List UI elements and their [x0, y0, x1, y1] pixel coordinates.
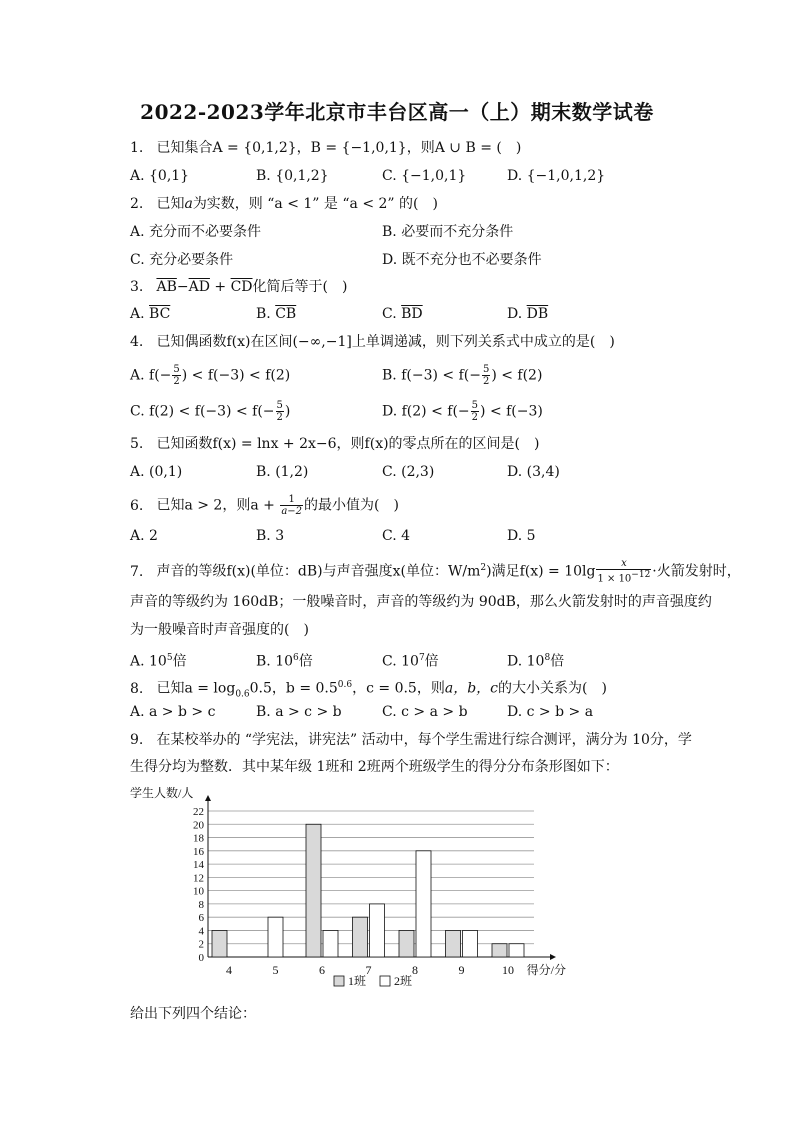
question-1	[130, 138, 521, 158]
option-text: 倍	[550, 653, 565, 670]
option-b: B. a > c > b	[256, 704, 342, 720]
question-6-options	[130, 526, 670, 546]
bar	[370, 904, 385, 957]
denominator: 2	[482, 376, 490, 387]
question-8	[130, 675, 607, 704]
bar	[446, 930, 461, 957]
option-c	[130, 400, 290, 423]
option-b	[256, 648, 313, 672]
question-number: 3.	[130, 279, 144, 295]
x-tick-label: 5	[272, 963, 279, 977]
stem-text: 化简后等于( )	[252, 279, 348, 295]
option-b: B. (1,2)	[256, 464, 309, 480]
x-tick-label: 10	[502, 963, 514, 977]
y-tick-label: 20	[193, 819, 204, 832]
option-text: D. 10	[507, 653, 545, 670]
option-d: D. c > b > a	[507, 704, 594, 720]
vector-cd: $\overline{CD}$	[230, 279, 253, 295]
stem-text: )满足f(x) = 10lg	[486, 563, 596, 580]
stem-text: ，c = 0.5，则	[352, 680, 445, 697]
numerator: 5	[276, 400, 283, 411]
option-label: B.	[256, 306, 276, 322]
fraction	[276, 400, 284, 423]
y-tick-label: 2	[198, 938, 204, 951]
question-4-options-row1	[130, 364, 670, 388]
denominator: 2	[173, 376, 180, 387]
option-label: C.	[382, 306, 402, 322]
superscript: 7	[418, 653, 425, 663]
question-7	[130, 558, 741, 584]
x-tick-label: 8	[412, 963, 418, 977]
fraction	[596, 558, 651, 584]
question-4-options-row2	[130, 400, 670, 424]
option-text: 倍	[172, 653, 187, 670]
superscript: 5	[166, 653, 173, 663]
stem-text: 声音的等级f(x)(单位：dB)与声音强度x(单位：W/m	[156, 563, 481, 580]
vector-ab: $\overline{AB}$	[156, 279, 177, 295]
page-title: 2022-2023学年北京市丰台区高一（上）期末数学试卷	[140, 100, 654, 124]
x-axis-arrow	[550, 954, 556, 960]
option-text: ) < f(2)	[491, 367, 543, 384]
legend-swatch	[380, 976, 390, 986]
option-text: 倍	[298, 653, 313, 670]
bar	[323, 930, 338, 957]
question-3-options	[130, 304, 670, 324]
option-b: B. 必要而不充分条件	[382, 224, 514, 240]
conclusions-intro: 给出下列四个结论：	[130, 1006, 256, 1022]
option-vector: $\overline{DB}$	[526, 306, 549, 322]
x-tick-label: 4	[226, 963, 232, 977]
question-number: 5.	[130, 436, 144, 452]
option-vector: $\overline{BD}$	[401, 306, 423, 322]
option-d: D. 既不充分也不必要条件	[382, 252, 542, 268]
bar	[492, 944, 507, 957]
option-a	[130, 648, 187, 672]
option-b: B. 3	[256, 528, 285, 544]
denominator: a−2	[281, 506, 303, 517]
option-text: C. f(2) < f(−3) < f(−	[130, 403, 275, 420]
stem-text: 已知a = log	[156, 680, 236, 697]
option-label: A.	[130, 306, 150, 322]
denominator-exponent: −12	[631, 570, 651, 581]
bar	[399, 930, 414, 957]
bar	[416, 851, 431, 957]
denominator-base: 1 × 10	[597, 573, 632, 585]
bar	[268, 917, 283, 957]
question-1-options	[130, 166, 670, 186]
question-number: 4.	[130, 334, 144, 350]
stem-text: 已知a > 2，则a +	[156, 497, 280, 514]
y-tick-label: 14	[193, 859, 204, 872]
question-8-options	[130, 702, 670, 722]
option-text: B. 10	[256, 653, 294, 670]
numerator: 5	[173, 364, 180, 375]
question-2	[130, 194, 438, 214]
stem-text: 已知	[156, 196, 185, 212]
bar	[463, 930, 478, 957]
stem-text: 的最小值为( )	[304, 497, 399, 514]
question-5	[130, 434, 539, 454]
question-3	[130, 277, 347, 297]
stem-text: 0.5，b = 0.5	[249, 680, 338, 697]
question-7-line3: 为一般噪音时声音强度的( )	[130, 622, 309, 638]
option-label: D.	[507, 306, 527, 322]
y-tick-label: 12	[193, 872, 204, 885]
fraction	[482, 364, 490, 387]
option-a: A. a > b > c	[130, 704, 216, 720]
fraction	[280, 494, 303, 517]
y-tick-label: 4	[198, 925, 204, 938]
option-a: A. (0,1)	[130, 464, 183, 480]
option-a	[130, 304, 170, 324]
option-text: C. 10	[382, 653, 419, 670]
stem-variables: a，b，c	[444, 680, 498, 697]
option-c	[382, 304, 423, 324]
question-4	[130, 332, 615, 352]
question-number: 7.	[130, 563, 144, 580]
question-stem: 已知函数f(x) = lnx + 2x−6，则f(x)的零点所在的区间是( )	[156, 436, 540, 452]
question-number: 9.	[130, 732, 144, 748]
denominator: 2	[471, 412, 479, 423]
option-d	[507, 304, 548, 324]
option-a: A. 2	[130, 528, 158, 544]
bar	[212, 930, 227, 957]
question-6	[130, 494, 399, 520]
superscript: 0.6	[337, 680, 353, 690]
question-number: 2.	[130, 196, 144, 212]
option-c: C. 4	[382, 528, 411, 544]
option-b	[382, 364, 542, 387]
fraction	[471, 400, 479, 423]
question-9-line2: 生得分均为整数．其中某年级 1班和 2班两个班级学生的得分分布条形图如下：	[130, 759, 619, 775]
y-tick-label: 16	[193, 845, 204, 858]
question-number: 6.	[130, 497, 144, 514]
vector-ad: $\overline{AD}$	[188, 279, 210, 295]
option-c: C. c > a > b	[382, 704, 468, 720]
y-tick-label: 18	[193, 832, 204, 845]
bar	[306, 824, 321, 957]
numerator: x	[596, 558, 651, 570]
score-distribution-chart	[126, 785, 586, 995]
option-a	[130, 364, 290, 387]
legend-swatch	[334, 976, 344, 986]
bar	[509, 944, 524, 957]
superscript: 8	[544, 653, 551, 663]
plus-sign: +	[209, 279, 231, 295]
x-tick-label: 7	[365, 963, 372, 977]
option-text: ) < f(−3) < f(2)	[181, 367, 291, 384]
option-b: B. {0,1,2}	[256, 168, 329, 184]
denominator	[596, 570, 651, 584]
y-tick-label: 0	[198, 952, 204, 964]
question-stem: 已知偶函数f(x)在区间(−∞,−1]上单调递减，则下列关系式中成立的是( )	[156, 334, 615, 350]
question-2-options-row2	[130, 250, 670, 270]
y-axis-arrow	[205, 795, 211, 801]
fraction	[172, 364, 180, 387]
legend-label: 1班	[348, 974, 367, 988]
question-stem: 在某校举办的 “学宪法，讲宪法” 活动中，每个学生需进行综合测评，满分为 10分，学	[156, 732, 692, 748]
option-b	[256, 304, 296, 324]
option-text: )	[284, 403, 291, 420]
question-9	[130, 730, 692, 750]
y-axis-label: 学生人数/人	[130, 786, 194, 800]
stem-text: 为实数，则 “a < 1” 是 “a < 2” 的( )	[192, 196, 438, 212]
x-tick-label: 9	[458, 963, 465, 977]
question-number: 1.	[130, 140, 144, 156]
option-text: 倍	[424, 653, 439, 670]
option-text: D. f(2) < f(−	[382, 403, 470, 420]
question-number: 8.	[130, 680, 144, 697]
superscript: 2	[480, 563, 487, 573]
stem-text: 的大小关系为( )	[498, 680, 607, 697]
y-tick-label: 22	[193, 806, 204, 818]
numerator: 1	[280, 494, 303, 506]
question-7-line2: 声音的等级约为 160dB；一般噪音时，声音的等级约为 90dB，那么火箭发射时的声音强度约	[130, 594, 712, 610]
legend-label: 2班	[394, 974, 413, 988]
question-7-options	[130, 648, 670, 668]
numerator: 5	[482, 364, 490, 375]
option-a: A. {0,1}	[130, 168, 190, 184]
option-d: D. (3,4)	[507, 464, 560, 480]
option-vector: $\overline{CB}$	[275, 306, 297, 322]
question-5-options	[130, 462, 670, 482]
option-text: ) < f(−3)	[480, 403, 543, 420]
option-text: A. f(−	[130, 367, 172, 384]
option-c: C. 充分必要条件	[130, 252, 234, 268]
y-tick-label: 8	[198, 898, 204, 911]
minus-sign: −	[176, 279, 189, 295]
option-d	[507, 648, 564, 672]
option-c	[382, 648, 439, 672]
stem-text: ·火箭发射时，	[652, 563, 741, 580]
stem-variable: a	[184, 196, 193, 212]
option-a: A. 充分而不必要条件	[130, 224, 262, 240]
y-tick-label: 10	[193, 885, 204, 898]
option-text: B. f(−3) < f(−	[382, 367, 481, 384]
option-c: C. {−1,0,1}	[382, 168, 467, 184]
x-axis-label: 得分/分	[526, 963, 566, 977]
option-d: D. {−1,0,1,2}	[507, 168, 606, 184]
bar	[353, 917, 368, 957]
numerator: 5	[471, 400, 479, 411]
option-vector: $\overline{BC}$	[149, 306, 171, 322]
denominator: 2	[276, 412, 283, 423]
option-d	[382, 400, 543, 423]
superscript: 6	[293, 653, 299, 663]
x-tick-label: 6	[319, 963, 325, 977]
question-2-options-row1	[130, 222, 670, 242]
y-tick-label: 6	[198, 912, 204, 925]
option-text: A. 10	[130, 653, 167, 670]
subscript: 0.6	[235, 689, 250, 700]
option-c: C. (2,3)	[382, 464, 435, 480]
option-d: D. 5	[507, 528, 536, 544]
question-stem: 已知集合A = {0,1,2}，B = {−1,0,1}，则A ∪ B = ( )	[156, 140, 522, 156]
